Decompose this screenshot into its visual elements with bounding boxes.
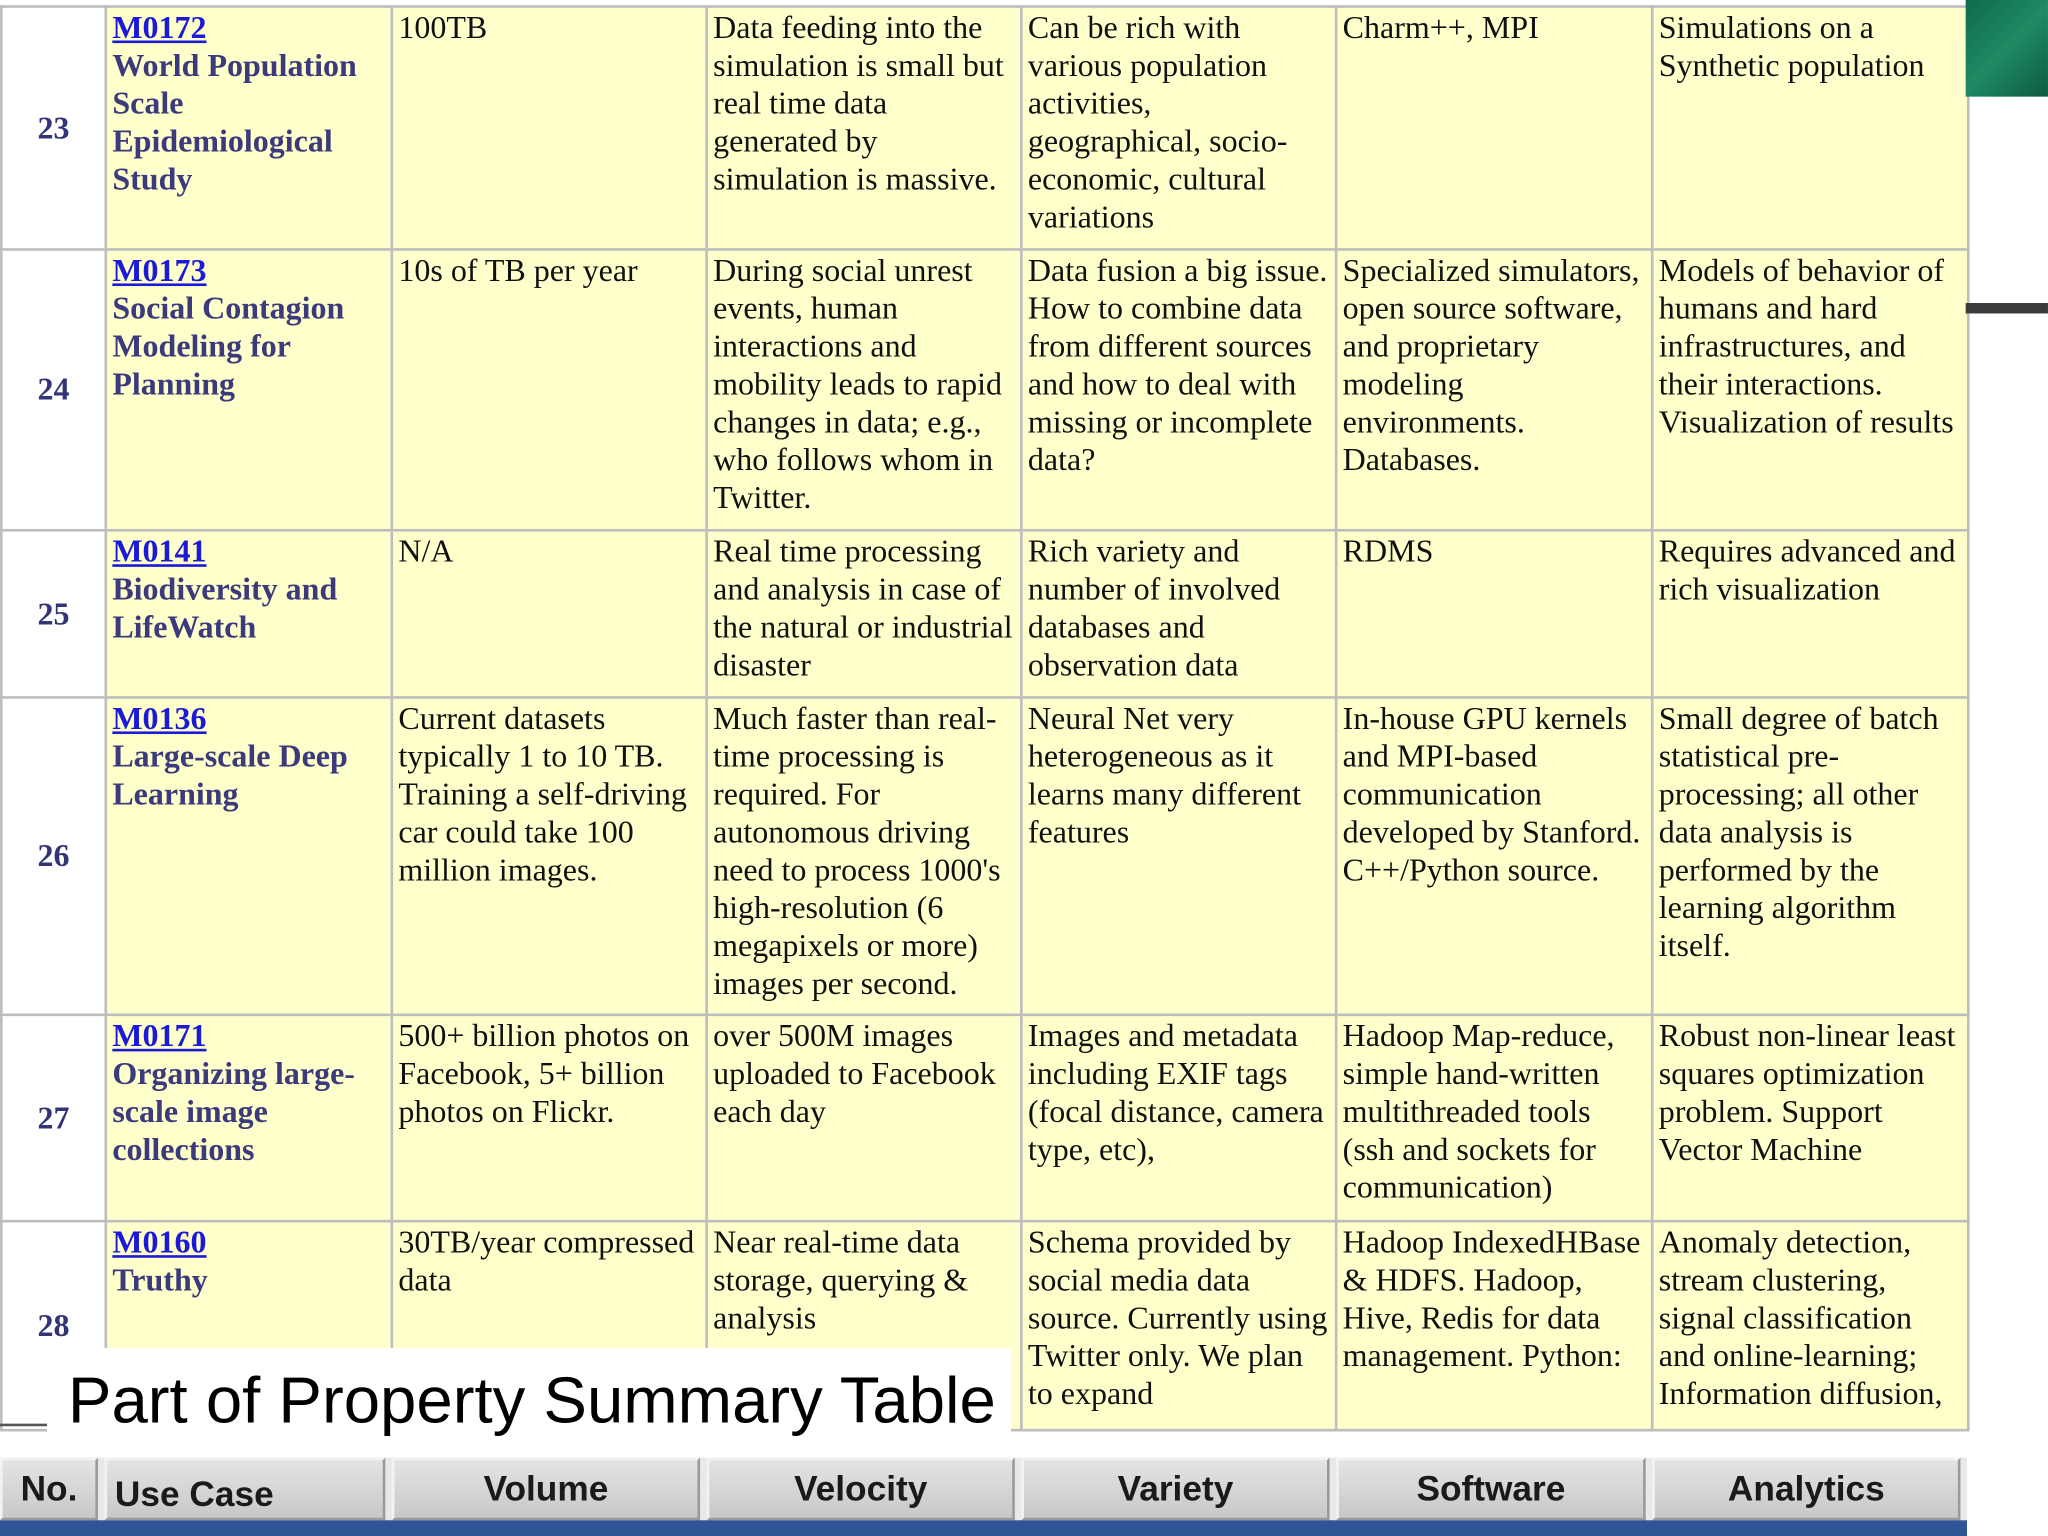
use-case-name: Biodiversity and LifeWatch (112, 572, 338, 646)
use-case-id-link[interactable]: M0141 (112, 534, 207, 570)
use-case-name: World Population Scale Epidemiological Study (112, 48, 357, 198)
table-row (1, 249, 1968, 530)
row-number: 24 (1, 249, 105, 530)
row-number: 27 (1, 1015, 105, 1221)
property-summary-table (0, 5, 1970, 1431)
caption-divider (0, 1424, 47, 1427)
row-number: 26 (1, 697, 105, 1014)
use-case-cell (106, 697, 392, 1014)
use-case-name: Organizing large-scale image collections (112, 1056, 355, 1168)
table-row (1, 1015, 1968, 1221)
circuit-decoration-image (1966, 0, 2048, 97)
use-case-cell (106, 7, 392, 250)
variety-cell: Rich variety and number of involved databases and observation data (1021, 530, 1336, 697)
use-case-id-link[interactable]: M0171 (112, 1018, 207, 1055)
use-case-name: Large-scale Deep Learning (112, 739, 348, 813)
edge-bar-decoration (1966, 303, 2048, 313)
use-case-cell (106, 530, 392, 697)
use-case-id-link[interactable]: M0173 (112, 253, 207, 289)
use-case-id-link[interactable]: M0172 (112, 10, 207, 46)
table-row (1, 530, 1968, 697)
analytics-cell: Requires advanced and rich visualization (1652, 530, 1968, 697)
software-cell: Specialized simulators, open source software, and proprietary modeling environments. Databases. (1336, 249, 1652, 530)
variety-cell: Neural Net very heterogeneous as it learns many different features (1021, 697, 1336, 1014)
use-case-name: Social Contagion Modeling for Planning (112, 291, 345, 403)
analytics-cell: Anomaly detection, stream clustering, signal classification and online-learning; Information diffusion, (1652, 1221, 1968, 1430)
velocity-cell: Data feeding into the simulation is small but real time data generated by simulation is massive. (707, 7, 1022, 250)
row-number: 23 (1, 7, 105, 250)
software-cell: Hadoop Map-reduce, simple hand-written multithreaded tools (ssh and sockets for communication) (1336, 1015, 1652, 1221)
property-table-wrapper (0, 5, 1967, 1431)
analytics-cell: Small degree of batch statistical pre-processing; all other data analysis is performed by the learning algorithm itself. (1652, 697, 1968, 1014)
use-case-id-link[interactable]: M0136 (112, 701, 207, 737)
header-use-case: Use Case (104, 1458, 385, 1521)
variety-cell: Schema provided by social media data source. Currently using Twitter only. We plan to expand (1021, 1221, 1336, 1430)
variety-cell: Can be rich with various population activities, geographical, socio-economic, cultural variations (1021, 7, 1336, 250)
analytics-cell: Robust non-linear least squares optimization problem. Support Vector Machine (1652, 1015, 1968, 1221)
table-header-row (0, 1458, 1967, 1521)
velocity-cell: Real time processing and analysis in case of the natural or industrial disaster (707, 530, 1022, 697)
velocity-cell: During social unrest events, human interactions and mobility leads to rapid changes in data; e.g., who follows whom in Twitter. (707, 249, 1022, 530)
velocity-cell: over 500M images uploaded to Facebook each day (707, 1015, 1022, 1221)
software-cell: In-house GPU kernels and MPI-based communication developed by Stanford. C++/Python source. (1336, 697, 1652, 1014)
header-velocity: Velocity (707, 1458, 1015, 1521)
software-cell: RDMS (1336, 530, 1652, 697)
software-cell: Charm++, MPI (1336, 7, 1652, 250)
use-case-cell (106, 249, 392, 530)
volume-cell: 500+ billion photos on Facebook, 5+ billion photos on Flickr. (392, 1015, 707, 1221)
volume-cell: 10s of TB per year (392, 249, 707, 530)
volume-cell: 100TB (392, 7, 707, 250)
software-cell: Hadoop IndexedHBase & HDFS. Hadoop, Hive, Redis for data management. Python: (1336, 1221, 1652, 1430)
variety-cell: Data fusion a big issue. How to combine data from different sources and how to deal with missing or incomplete data? (1021, 249, 1336, 530)
header-software: Software (1336, 1458, 1646, 1521)
variety-cell: Images and metadata including EXIF tags (focal distance, camera type, etc), (1021, 1015, 1336, 1221)
use-case-id-link[interactable]: M0160 (112, 1225, 207, 1261)
header-variety: Variety (1021, 1458, 1329, 1521)
row-number: 25 (1, 530, 105, 697)
header-analytics: Analytics (1652, 1458, 1960, 1521)
use-case-name: Truthy (112, 1262, 208, 1299)
use-case-cell (106, 1015, 392, 1221)
table-row (1, 7, 1968, 250)
velocity-cell: Near real-time data storage, querying & analysis (707, 1221, 1022, 1430)
analytics-cell: Models of behavior of humans and hard infrastructures, and their interactions. Visualization of results (1652, 249, 1968, 530)
table-row (1, 697, 1968, 1014)
analytics-cell: Simulations on a Synthetic population (1652, 7, 1968, 250)
bottom-accent-bar (0, 1520, 1967, 1536)
volume-cell: Current datasets typically 1 to 10 TB. Training a self-driving car could take 100 million images. (392, 697, 707, 1014)
row-number: 28 (1, 1221, 105, 1430)
volume-cell: N/A (392, 530, 707, 697)
velocity-cell: Much faster than real-time processing is required. For autonomous driving need to process 1000's high-resolution (6 megapixels or more) images per second. (707, 697, 1022, 1014)
volume-cell: 30TB/year compressed data (392, 1221, 707, 1430)
header-volume: Volume (392, 1458, 700, 1521)
header-no: No. (0, 1458, 98, 1521)
slide-caption: Part of Property Summary Table (67, 1363, 996, 1437)
